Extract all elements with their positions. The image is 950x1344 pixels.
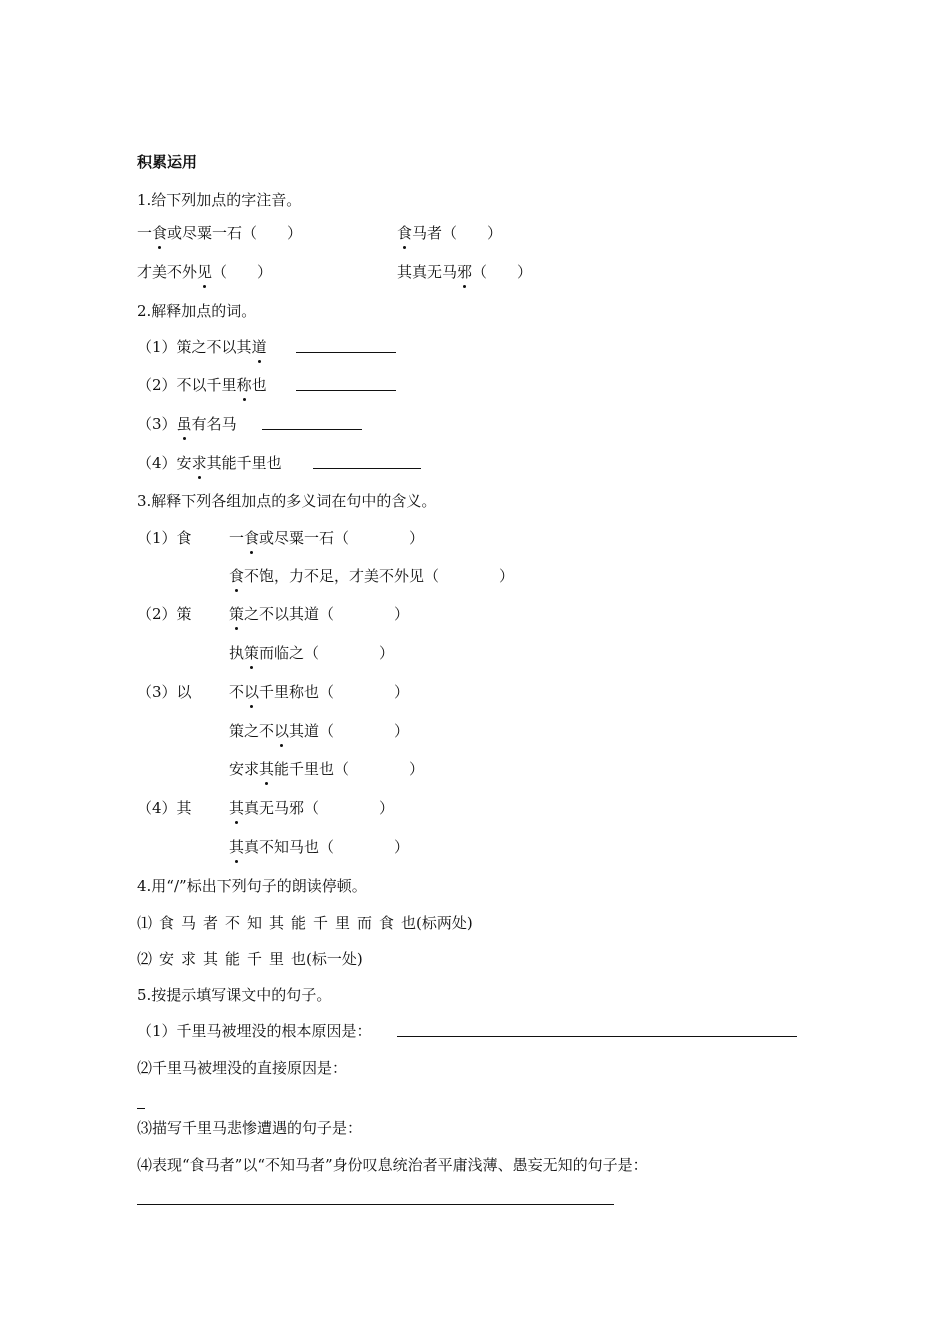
q3-group-3-line-3: 安求其能千里也（ ） [229,760,425,778]
q4-title: 4.用“/”标出下列句子的朗读停顿。 [137,877,367,895]
q3-group-1-label: （1）食 [137,529,192,547]
q2-answer-line-2[interactable] [296,390,396,391]
q3-group-3-label: （3）以 [137,683,192,701]
q2-item-2: （2）不以千里称也 [137,376,267,394]
q2-item-4: （4）安求其能千里也 [137,454,282,472]
q4-sentence-1: ⑴食马者不知其能千里而食也(标两处) [137,914,473,932]
q1-item-3: 才美不外见（ ） [137,263,273,281]
q3-group-4-line-1: 其真无马邪（ ） [229,799,395,817]
q5-item-2: ⑵千里马被埋没的直接原因是： [137,1059,348,1077]
q3-group-4-line-2: 其真不知马也（ ） [229,838,410,856]
q1-item-2: 食马者（ ） [397,224,503,242]
section-heading: 积累运用 [137,153,198,171]
q3-group-1-line-1: 一食或尽粟一石（ ） [229,529,425,547]
q5-item-4: ⑷表现“食马者”以“不知马者”身份叹息统治者平庸浅薄、愚妄无知的句子是： [137,1156,648,1174]
q2-title: 2.解释加点的词。 [137,302,257,320]
q3-group-2-line-1: 策之不以其道（ ） [229,605,410,623]
q5-title: 5.按提示填写课文中的句子。 [137,986,332,1004]
q3-group-2-label: （2）策 [137,605,192,623]
q3-group-4-label: （4）其 [137,799,192,817]
q2-answer-line-4[interactable] [313,468,421,469]
q2-item-3: （3）虽有名马 [137,415,237,433]
q4-sentence-2: ⑵安求其能千里也(标一处) [137,950,363,968]
q3-group-2-line-2: 执策而临之（ ） [229,644,395,662]
q5-item-3: ⑶描写千里马悲惨遭遇的句子是： [137,1119,363,1137]
q1-item-4: 其真无马邪（ ） [397,263,533,281]
q3-group-3-line-1: 不以千里称也（ ） [229,683,410,701]
q5-item-1: （1）千里马被埋没的根本原因是： [137,1022,372,1040]
q5-answer-line-2[interactable] [137,1108,145,1109]
q3-group-1-line-2: 食不饱，力不足，才美不外见（ ） [229,567,515,585]
q1-title: 1.给下列加点的字注音。 [137,191,302,209]
q2-answer-line-3[interactable] [262,429,362,430]
q3-group-3-line-2: 策之不以其道（ ） [229,722,410,740]
q5-answer-line-4[interactable] [137,1204,614,1205]
q3-title: 3.解释下列各组加点的多义词在句中的含义。 [137,492,437,510]
q5-answer-line-1[interactable] [397,1036,797,1037]
q2-answer-line-1[interactable] [296,352,396,353]
q1-item-1: 一食或尽粟一石（ ） [137,224,303,242]
q2-item-1: （1）策之不以其道 [137,338,267,356]
